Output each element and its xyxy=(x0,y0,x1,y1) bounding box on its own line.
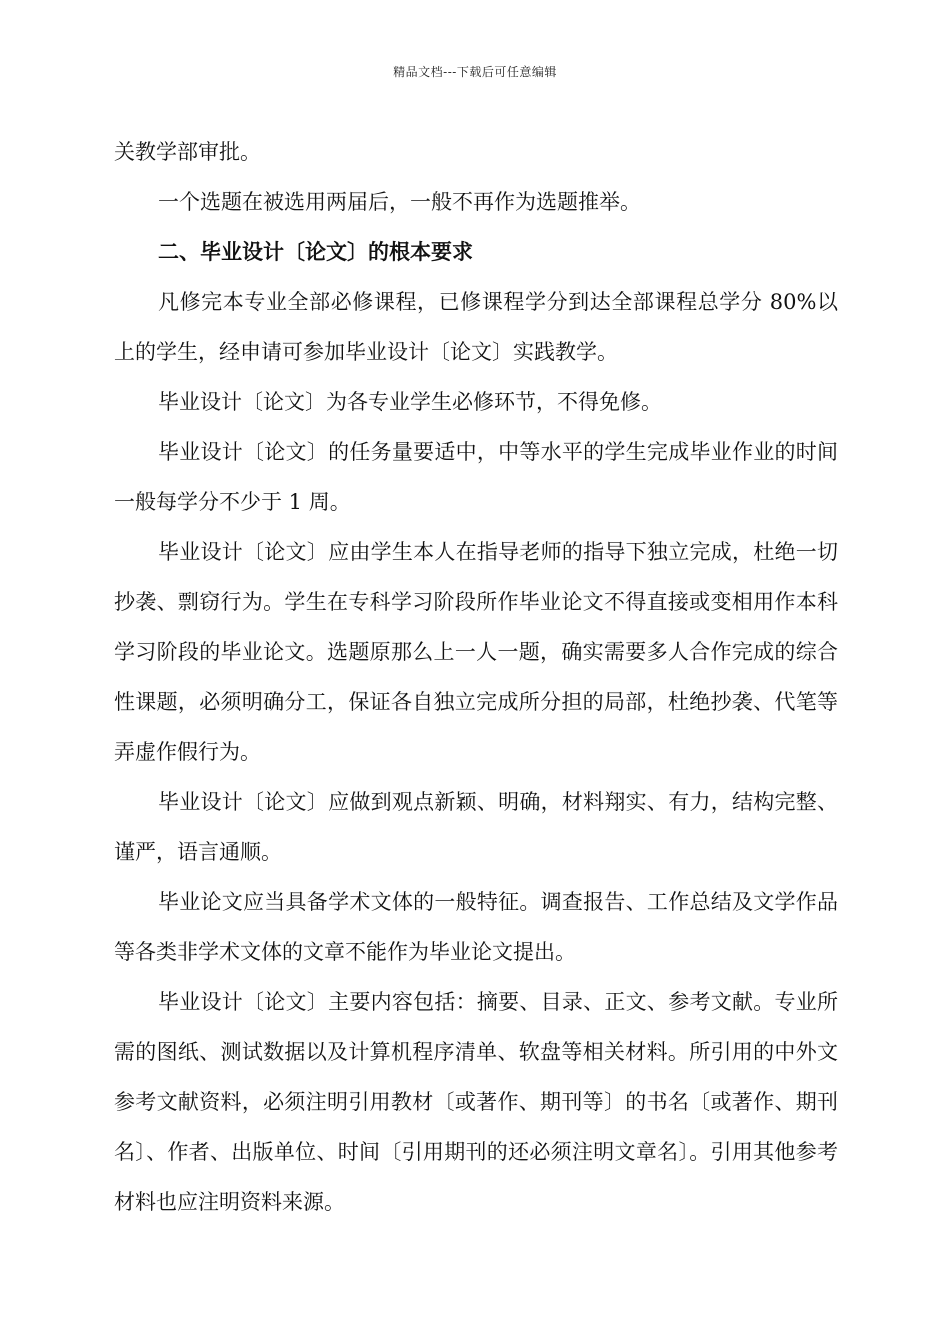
paragraph: 毕业论文应当具备学术文体的一般特征。调查报告、工作总结及文学作品等各类非学术文体的文章不能作为毕业论文提出。 xyxy=(114,890,838,964)
paragraph: 一个选题在被选用两届后，一般不再作为选题推举。 xyxy=(158,190,641,214)
paragraph: 毕业设计〔论文〕应做到观点新颖、明确，材料翔实、有力，结构完整、谨严，语言通顺。 xyxy=(114,790,838,864)
page-header: 精品文档---下载后可任意编辑 xyxy=(393,65,557,79)
paragraph: 凡修完本专业全部必修课程，已修课程学分到达全部课程总学分 80%以上的学生，经申请可参加毕业设计〔论文〕实践教学。 xyxy=(114,290,838,364)
paragraph: 毕业设计〔论文〕主要内容包括：摘要、目录、正文、参考文献。专业所需的图纸、测试数据以及计算机程序清单、软盘等相关材料。所引用的中外文参考文献资料，必须注明引用教材〔或著作、期刊等〕的书名〔或著作、期刊名〕、作者、出版单位、时间〔引用期刊的还必须注明文章名〕。引用其他参考材料也应注明资料来源。 xyxy=(114,990,838,1214)
paragraph: 毕业设计〔论文〕的任务量要适中，中等水平的学生完成毕业作业的时间一般每学分不少于 1 周。 xyxy=(114,440,838,514)
paragraph: 毕业设计〔论文〕为各专业学生必修环节，不得免修。 xyxy=(158,390,662,414)
section-heading: 二、毕业设计〔论文〕的根本要求 xyxy=(158,239,473,264)
paragraph: 毕业设计〔论文〕应由学生本人在指导老师的指导下独立完成，杜绝一切抄袭、剽窃行为。学生在专科学习阶段所作毕业论文不得直接或变相用作本科学习阶段的毕业论文。选题原那么上一人一题，确实需要多人合作完成的综合性课题，必须明确分工，保证各自独立完成所分担的局部，杜绝抄袭、代笔等弄虚作假行为。 xyxy=(114,540,838,764)
document-body xyxy=(114,127,838,1227)
paragraph-continuation: 关教学部审批。 xyxy=(114,140,261,164)
